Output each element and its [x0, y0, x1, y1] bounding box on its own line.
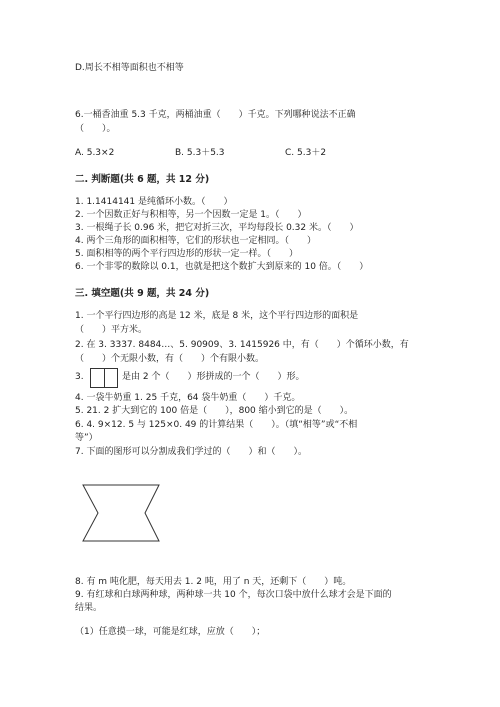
fill-q5: 5. 21. 2 扩大到它的 100 倍是（ ），800 缩小到它的是（ ）。 [75, 406, 354, 416]
fill-q2-line1: 2. 在 3. 3337. 8484…、5. 90909、3. 1415926 中，有（ ）个循环小数，有 [75, 340, 409, 350]
section2-title: 二. 判断题(共 6 题，共 12 分) [75, 174, 210, 185]
q6-stem-line2: （ ）。 [75, 124, 116, 134]
fill-q9-line2: 结果。 [75, 603, 103, 613]
tf-item-1: 1. 1.1414141 是纯循环小数。（ ） [75, 197, 233, 207]
tf-item-2: 2. 一个因数正好与积相等，另一个因数一定是 1。（ ） [75, 210, 307, 220]
fill-q3-text: 是由 2 个（ ）形拼成的一个（ ）形。 [122, 372, 305, 382]
tf-item-6: 6. 一个非零的数除以 0.1，也就是把这个数扩大到原来的 10 倍。（ ） [75, 262, 369, 272]
composite-shape-figure [82, 484, 162, 542]
tf-item-5: 5. 面积相等的两个平行四边形的形状一定一样。（ ） [75, 249, 298, 259]
fill-q8: 8. 有 m 吨化肥，每天用去 1. 2 吨，用了 n 天，还剩下（ ）吨。 [75, 577, 352, 587]
tf-item-3: 3. 一根绳子长 0.96 米，把它对折三次，平均每段长 0.32 米。（ ） [75, 223, 359, 233]
fill-q6-line2: 等”） [75, 433, 98, 443]
fill-q7: 7. 下面的图形可以分割成我们学过的（ ）和（ ）。 [75, 447, 307, 457]
section3-title: 三. 填空题(共 9 题，共 24 分) [75, 288, 210, 299]
tf-item-4: 4. 两个三角形的面积相等，它们的形状也一定相同。（ ） [75, 236, 316, 246]
fill-q3-number: 3. [75, 372, 84, 382]
q6-option-b: B. 5.3＋5.3 [175, 148, 225, 158]
q6-option-c: C. 5.3＋2 [285, 148, 327, 158]
fill-q2-line2: （ ）个无限小数，有（ ）个有限小数。 [75, 354, 265, 364]
fill-q1-line2: （ ）平方米。 [75, 325, 148, 335]
fill-q6-line1: 6. 4. 9×12. 5 与 125×0. 49 的计算结果（ ）。（填“相等”或“不相 [75, 420, 358, 430]
two-rectangles-figure [90, 368, 118, 388]
fill-q1-line1: 1. 一个平行四边形的高是 12 米，底是 8 米，这个平行四边形的面积是 [75, 311, 359, 321]
prev-option-d: D.周长不相等面积也不相等 [75, 63, 184, 73]
q6-stem-line1: 6.一桶香油重 5.3 千克，两桶油重（ ）千克。下列哪种说法不正确 [75, 110, 356, 120]
q6-option-a: A. 5.3×2 [75, 148, 115, 158]
fill-q4: 4. 一袋牛奶重 1. 25 千克，64 袋牛奶重（ ）千克。 [75, 393, 301, 403]
fill-q9-sub1: （1）任意摸一球，可能是红球，应放（ ）； [75, 627, 266, 637]
fill-q9-line1: 9. 有红球和白球两种球，两种球一共 10 个，每次口袋中放什么球才会是下面的 [75, 590, 392, 600]
